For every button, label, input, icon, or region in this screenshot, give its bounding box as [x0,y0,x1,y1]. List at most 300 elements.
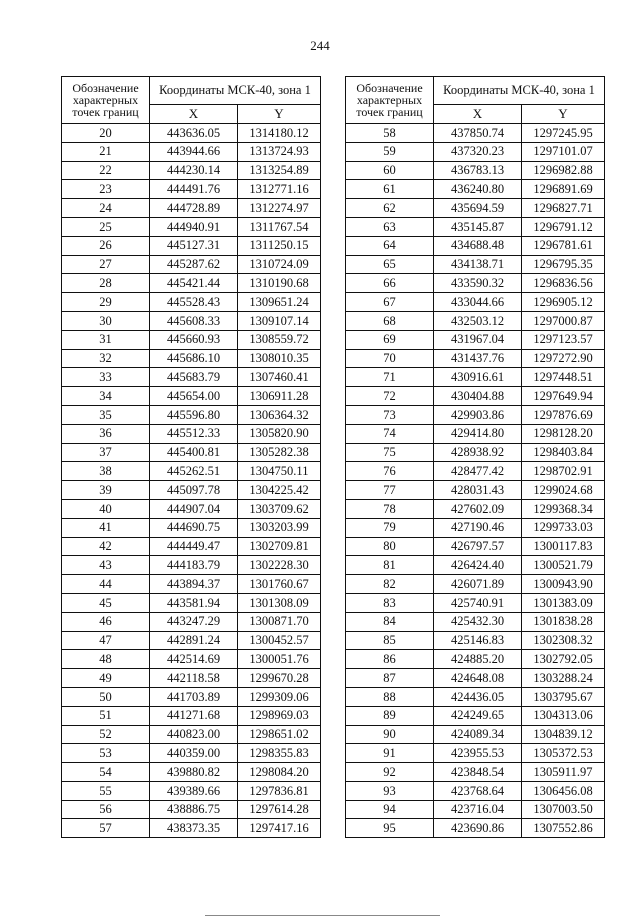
x-coordinate-cell: 428938.92 [434,443,522,462]
table-row [62,293,321,312]
table-row [346,405,605,424]
point-number-cell: 59 [346,142,434,161]
point-number-cell: 77 [346,481,434,500]
x-coordinate-cell: 439880.82 [150,763,238,782]
x-coordinate-cell: 440823.00 [150,725,238,744]
table-row [62,481,321,500]
y-coordinate-cell: 1297448.51 [522,368,605,387]
x-coordinate-cell: 445686.10 [150,349,238,368]
footer-line [205,915,440,916]
x-header: X [150,104,238,123]
point-number-cell: 94 [346,800,434,819]
y-coordinate-cell: 1297245.95 [522,124,605,143]
y-coordinate-cell: 1304225.42 [238,481,321,500]
x-coordinate-cell: 435145.87 [434,217,522,236]
y-coordinate-cell: 1300943.90 [522,575,605,594]
point-number-cell: 48 [62,650,150,669]
table-row [62,199,321,218]
table-row [62,424,321,443]
point-number-cell: 40 [62,499,150,518]
table-row [346,462,605,481]
y-coordinate-cell: 1307552.86 [522,819,605,838]
point-number-cell: 26 [62,236,150,255]
y-coordinate-cell: 1310190.68 [238,274,321,293]
point-number-cell: 54 [62,763,150,782]
table-row [62,161,321,180]
point-number-cell: 63 [346,217,434,236]
y-header: Y [522,104,605,123]
x-coordinate-cell: 443636.05 [150,124,238,143]
point-number-cell: 39 [62,481,150,500]
table-row [62,819,321,838]
x-coordinate-cell: 444907.04 [150,499,238,518]
x-coordinate-cell: 445287.62 [150,255,238,274]
table-row [62,631,321,650]
y-coordinate-cell: 1296827.71 [522,199,605,218]
x-coordinate-cell: 423848.54 [434,763,522,782]
table-row [346,725,605,744]
table-row [62,669,321,688]
point-number-cell: 90 [346,725,434,744]
y-coordinate-cell: 1296836.56 [522,274,605,293]
table-row [62,142,321,161]
x-coordinate-cell: 445421.44 [150,274,238,293]
point-number-cell: 24 [62,199,150,218]
point-label-header: Обозначение характерных точек границ [62,77,150,124]
point-number-cell: 47 [62,631,150,650]
table-row [62,180,321,199]
point-number-cell: 42 [62,537,150,556]
point-number-cell: 55 [62,781,150,800]
y-coordinate-cell: 1302308.32 [522,631,605,650]
table-row [346,763,605,782]
y-coordinate-cell: 1303288.24 [522,669,605,688]
table-row [346,349,605,368]
y-coordinate-cell: 1300521.79 [522,556,605,575]
table-row [346,800,605,819]
point-number-cell: 44 [62,575,150,594]
x-header: X [434,104,522,123]
y-coordinate-cell: 1305820.90 [238,424,321,443]
point-number-cell: 69 [346,330,434,349]
x-coordinate-cell: 444728.89 [150,199,238,218]
x-coordinate-cell: 425146.83 [434,631,522,650]
point-number-cell: 34 [62,387,150,406]
x-coordinate-cell: 426424.40 [434,556,522,575]
table-row [346,669,605,688]
point-number-cell: 74 [346,424,434,443]
x-coordinate-cell: 443944.66 [150,142,238,161]
x-coordinate-cell: 443247.29 [150,612,238,631]
table-row [346,631,605,650]
table-row [346,124,605,143]
table-row [62,217,321,236]
y-coordinate-cell: 1298702.91 [522,462,605,481]
point-number-cell: 68 [346,311,434,330]
point-number-cell: 81 [346,556,434,575]
point-number-cell: 56 [62,800,150,819]
y-coordinate-cell: 1296891.69 [522,180,605,199]
point-number-cell: 30 [62,311,150,330]
y-coordinate-cell: 1307003.50 [522,800,605,819]
table-row [62,124,321,143]
table-row [62,763,321,782]
point-number-cell: 89 [346,706,434,725]
table-row [62,612,321,631]
point-number-cell: 64 [346,236,434,255]
y-coordinate-cell: 1305282.38 [238,443,321,462]
table-row [62,274,321,293]
x-coordinate-cell: 445660.93 [150,330,238,349]
point-number-cell: 72 [346,387,434,406]
x-coordinate-cell: 444230.14 [150,161,238,180]
y-coordinate-cell: 1311767.54 [238,217,321,236]
point-number-cell: 66 [346,274,434,293]
coordinate-system-header: Координаты МСК-40, зона 1 [434,77,605,105]
table-row [346,255,605,274]
point-number-cell: 76 [346,462,434,481]
y-coordinate-cell: 1298084.20 [238,763,321,782]
y-coordinate-cell: 1296795.35 [522,255,605,274]
y-coordinate-cell: 1304839.12 [522,725,605,744]
x-coordinate-cell: 443894.37 [150,575,238,594]
x-coordinate-cell: 427190.46 [434,518,522,537]
y-coordinate-cell: 1304313.06 [522,706,605,725]
y-coordinate-cell: 1303203.99 [238,518,321,537]
coordinates-table-left [61,76,321,838]
y-coordinate-cell: 1301383.09 [522,593,605,612]
table-row [62,537,321,556]
table-row [346,330,605,349]
table-row [346,274,605,293]
y-coordinate-cell: 1309651.24 [238,293,321,312]
table-body-left [62,124,321,838]
x-coordinate-cell: 433044.66 [434,293,522,312]
table-row [346,236,605,255]
table-row [346,556,605,575]
y-coordinate-cell: 1297272.90 [522,349,605,368]
table-row [346,518,605,537]
table-row [346,612,605,631]
table-row [62,349,321,368]
y-coordinate-cell: 1306364.32 [238,405,321,424]
x-coordinate-cell: 444183.79 [150,556,238,575]
x-coordinate-cell: 433590.32 [434,274,522,293]
table-row [346,706,605,725]
x-coordinate-cell: 430404.88 [434,387,522,406]
x-coordinate-cell: 445262.51 [150,462,238,481]
x-coordinate-cell: 444449.47 [150,537,238,556]
x-coordinate-cell: 429414.80 [434,424,522,443]
point-number-cell: 85 [346,631,434,650]
table-body-right [346,124,605,838]
table-row [346,293,605,312]
x-coordinate-cell: 424885.20 [434,650,522,669]
point-number-cell: 33 [62,368,150,387]
y-coordinate-cell: 1297649.94 [522,387,605,406]
y-coordinate-cell: 1312771.16 [238,180,321,199]
table-row [346,744,605,763]
table-row [62,744,321,763]
point-number-cell: 43 [62,556,150,575]
y-coordinate-cell: 1309107.14 [238,311,321,330]
table-row [346,593,605,612]
y-coordinate-cell: 1312274.97 [238,199,321,218]
y-coordinate-cell: 1298128.20 [522,424,605,443]
point-number-cell: 31 [62,330,150,349]
y-coordinate-cell: 1301838.28 [522,612,605,631]
point-number-cell: 86 [346,650,434,669]
x-coordinate-cell: 444690.75 [150,518,238,537]
point-number-cell: 58 [346,124,434,143]
table-row [346,481,605,500]
x-coordinate-cell: 423716.04 [434,800,522,819]
x-coordinate-cell: 439389.66 [150,781,238,800]
x-coordinate-cell: 424089.34 [434,725,522,744]
y-coordinate-cell: 1308010.35 [238,349,321,368]
table-row [62,800,321,819]
x-coordinate-cell: 423955.53 [434,744,522,763]
point-number-cell: 78 [346,499,434,518]
x-coordinate-cell: 423768.64 [434,781,522,800]
x-coordinate-cell: 445654.00 [150,387,238,406]
coordinates-table-right [345,76,605,838]
y-coordinate-cell: 1299309.06 [238,687,321,706]
point-label-header: Обозначение характерных точек границ [346,77,434,124]
point-number-cell: 92 [346,763,434,782]
y-coordinate-cell: 1297123.57 [522,330,605,349]
x-coordinate-cell: 445596.80 [150,405,238,424]
x-coordinate-cell: 426071.89 [434,575,522,594]
table-row [346,199,605,218]
point-number-cell: 87 [346,669,434,688]
table-row [346,311,605,330]
point-number-cell: 28 [62,274,150,293]
point-number-cell: 82 [346,575,434,594]
x-coordinate-cell: 444940.91 [150,217,238,236]
y-coordinate-cell: 1299024.68 [522,481,605,500]
y-coordinate-cell: 1310724.09 [238,255,321,274]
table-row [346,819,605,838]
y-coordinate-cell: 1296982.88 [522,161,605,180]
table-row [346,781,605,800]
y-coordinate-cell: 1297000.87 [522,311,605,330]
x-coordinate-cell: 438373.35 [150,819,238,838]
table-row [62,575,321,594]
y-coordinate-cell: 1300871.70 [238,612,321,631]
point-number-cell: 61 [346,180,434,199]
x-coordinate-cell: 426797.57 [434,537,522,556]
point-number-cell: 60 [346,161,434,180]
table-row [62,518,321,537]
point-number-cell: 29 [62,293,150,312]
x-coordinate-cell: 434138.71 [434,255,522,274]
point-number-cell: 95 [346,819,434,838]
point-number-cell: 46 [62,612,150,631]
y-coordinate-cell: 1306456.08 [522,781,605,800]
x-coordinate-cell: 445608.33 [150,311,238,330]
x-coordinate-cell: 431437.76 [434,349,522,368]
y-coordinate-cell: 1297417.16 [238,819,321,838]
table-row [62,706,321,725]
x-coordinate-cell: 431967.04 [434,330,522,349]
y-coordinate-cell: 1301760.67 [238,575,321,594]
x-coordinate-cell: 444491.76 [150,180,238,199]
y-coordinate-cell: 1296905.12 [522,293,605,312]
x-coordinate-cell: 440359.00 [150,744,238,763]
point-number-cell: 70 [346,349,434,368]
y-coordinate-cell: 1306911.28 [238,387,321,406]
y-coordinate-cell: 1299670.28 [238,669,321,688]
x-coordinate-cell: 442118.58 [150,669,238,688]
x-coordinate-cell: 436783.13 [434,161,522,180]
y-coordinate-cell: 1299733.03 [522,518,605,537]
point-number-cell: 83 [346,593,434,612]
point-number-cell: 20 [62,124,150,143]
point-number-cell: 27 [62,255,150,274]
x-coordinate-cell: 435694.59 [434,199,522,218]
table-row [346,687,605,706]
point-number-cell: 88 [346,687,434,706]
point-number-cell: 52 [62,725,150,744]
table-row [62,236,321,255]
y-coordinate-cell: 1297876.69 [522,405,605,424]
point-number-cell: 35 [62,405,150,424]
x-coordinate-cell: 424249.65 [434,706,522,725]
point-number-cell: 91 [346,744,434,763]
x-coordinate-cell: 437320.23 [434,142,522,161]
y-coordinate-cell: 1300452.57 [238,631,321,650]
x-coordinate-cell: 445683.79 [150,368,238,387]
y-coordinate-cell: 1307460.41 [238,368,321,387]
y-coordinate-cell: 1311250.15 [238,236,321,255]
table-row [346,499,605,518]
y-coordinate-cell: 1296781.61 [522,236,605,255]
x-coordinate-cell: 423690.86 [434,819,522,838]
y-coordinate-cell: 1313724.93 [238,142,321,161]
x-coordinate-cell: 424648.08 [434,669,522,688]
point-number-cell: 84 [346,612,434,631]
point-number-cell: 21 [62,142,150,161]
y-coordinate-cell: 1314180.12 [238,124,321,143]
table-row [62,650,321,669]
x-coordinate-cell: 441271.68 [150,706,238,725]
x-coordinate-cell: 445400.81 [150,443,238,462]
table-row [346,180,605,199]
y-coordinate-cell: 1302792.05 [522,650,605,669]
y-coordinate-cell: 1300117.83 [522,537,605,556]
x-coordinate-cell: 436240.80 [434,180,522,199]
table-row [62,499,321,518]
x-coordinate-cell: 445127.31 [150,236,238,255]
x-coordinate-cell: 425740.91 [434,593,522,612]
point-number-cell: 62 [346,199,434,218]
y-header: Y [238,104,321,123]
x-coordinate-cell: 424436.05 [434,687,522,706]
point-number-cell: 37 [62,443,150,462]
point-number-cell: 57 [62,819,150,838]
y-coordinate-cell: 1297614.28 [238,800,321,819]
table-row [346,650,605,669]
table-row [62,387,321,406]
x-coordinate-cell: 442514.69 [150,650,238,669]
coordinate-system-header: Координаты МСК-40, зона 1 [150,77,321,105]
y-coordinate-cell: 1298969.03 [238,706,321,725]
y-coordinate-cell: 1302709.81 [238,537,321,556]
x-coordinate-cell: 445097.78 [150,481,238,500]
x-coordinate-cell: 441703.89 [150,687,238,706]
table-row [346,217,605,236]
x-coordinate-cell: 438886.75 [150,800,238,819]
y-coordinate-cell: 1296791.12 [522,217,605,236]
point-number-cell: 32 [62,349,150,368]
x-coordinate-cell: 443581.94 [150,593,238,612]
y-coordinate-cell: 1305372.53 [522,744,605,763]
point-number-cell: 23 [62,180,150,199]
x-coordinate-cell: 428031.43 [434,481,522,500]
table-row [62,725,321,744]
point-number-cell: 45 [62,593,150,612]
x-coordinate-cell: 428477.42 [434,462,522,481]
y-coordinate-cell: 1297836.81 [238,781,321,800]
point-number-cell: 25 [62,217,150,236]
point-number-cell: 93 [346,781,434,800]
x-coordinate-cell: 427602.09 [434,499,522,518]
table-row [62,255,321,274]
x-coordinate-cell: 432503.12 [434,311,522,330]
point-number-cell: 22 [62,161,150,180]
point-number-cell: 75 [346,443,434,462]
table-row [62,593,321,612]
y-coordinate-cell: 1303795.67 [522,687,605,706]
y-coordinate-cell: 1299368.34 [522,499,605,518]
table-row [62,311,321,330]
y-coordinate-cell: 1303709.62 [238,499,321,518]
table-row [62,368,321,387]
x-coordinate-cell: 445512.33 [150,424,238,443]
table-row [62,405,321,424]
point-number-cell: 49 [62,669,150,688]
table-row [346,537,605,556]
table-row [62,781,321,800]
table-row [346,368,605,387]
point-number-cell: 73 [346,405,434,424]
y-coordinate-cell: 1301308.09 [238,593,321,612]
x-coordinate-cell: 434688.48 [434,236,522,255]
point-number-cell: 50 [62,687,150,706]
y-coordinate-cell: 1298355.83 [238,744,321,763]
y-coordinate-cell: 1304750.11 [238,462,321,481]
x-coordinate-cell: 425432.30 [434,612,522,631]
point-number-cell: 53 [62,744,150,763]
point-number-cell: 38 [62,462,150,481]
point-number-cell: 41 [62,518,150,537]
table-row [62,462,321,481]
table-row [346,142,605,161]
table-row [62,443,321,462]
point-number-cell: 80 [346,537,434,556]
x-coordinate-cell: 430916.61 [434,368,522,387]
y-coordinate-cell: 1298651.02 [238,725,321,744]
page-number: 244 [310,38,330,53]
point-number-cell: 71 [346,368,434,387]
x-coordinate-cell: 429903.86 [434,405,522,424]
x-coordinate-cell: 442891.24 [150,631,238,650]
y-coordinate-cell: 1297101.07 [522,142,605,161]
table-row [62,687,321,706]
table-row [346,443,605,462]
table-row [62,330,321,349]
